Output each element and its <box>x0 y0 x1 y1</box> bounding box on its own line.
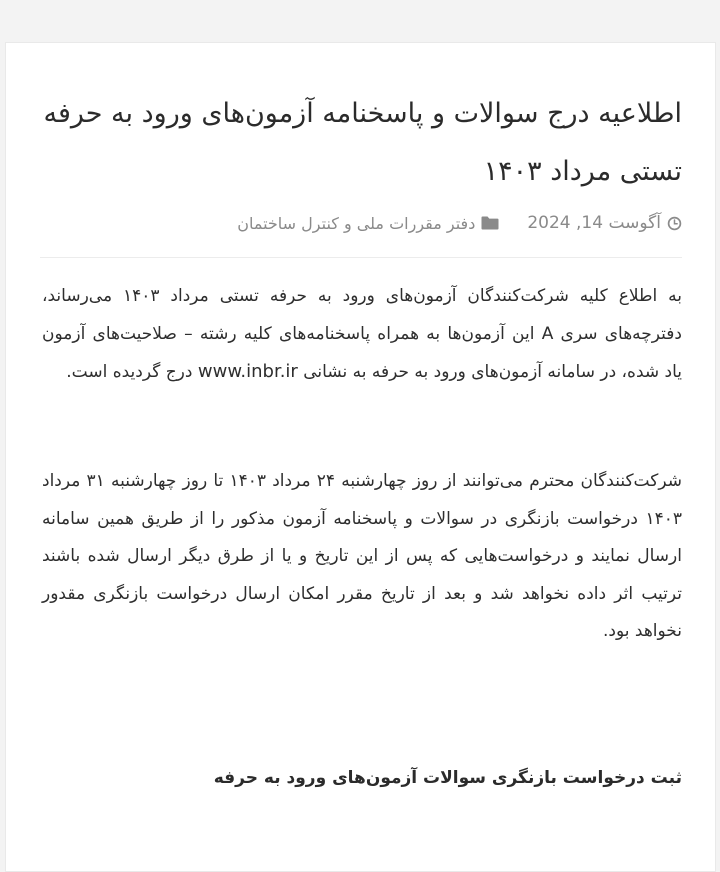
review-request-heading[interactable]: ثبت درخواست بازنگری سوالات آزمون‌های ورود به حرفه <box>213 768 682 788</box>
review-request-paragraph: شرکت‌کنندگان محترم می‌توانند از روز چهارشنبه ۲۴ مرداد ۱۴۰۳ تا روز چهارشنبه ۳۱ مرداد ۱۴۰۳ درخواست بازنگری در سوالات و پاسخنامه آزمون مذکور را از طریق همین سامانه ارسال نمایند و درخواست‌هایی که پس از این تاریخ و یا از طرق دیگر ارسال شده باشند ترتیب اثر داده نخواهد شد و بعد از تاریخ مقرر امکان ارسال درخواست بازنگری مقدور نخواهد بود. <box>42 471 682 641</box>
article-meta <box>237 213 682 233</box>
meta-divider <box>40 257 682 258</box>
article-title: اطلاعیه درج سوالات و پاسخنامه آزمون‌های ورود به حرفه تستی مرداد ۱۴۰۳ <box>43 98 682 187</box>
intro-paragraph-text: به اطلاع کلیه شرکت‌کنندگان آزمون‌های ورود به حرفه تستی مرداد ۱۴۰۳ می‌رساند، دفترچه‌های سری A این آزمون‌ها به همراه پاسخنامه‌های کلیه رشته – صلاحیت‌های آزمون یاد شده، در سامانه آزمون‌های ورود به حرفه به نشانی <box>42 286 682 382</box>
category-link[interactable]: دفتر مقررات ملی و کنترل ساختمان <box>237 213 476 233</box>
folder-icon <box>481 216 499 230</box>
intro-paragraph-end: درج گردیده است. <box>66 362 193 382</box>
intro-paragraph <box>42 278 682 392</box>
clock-icon <box>667 216 682 231</box>
website-link[interactable]: www.inbr.ir <box>197 361 298 382</box>
post-date: آگوست 14, 2024 <box>527 213 661 233</box>
